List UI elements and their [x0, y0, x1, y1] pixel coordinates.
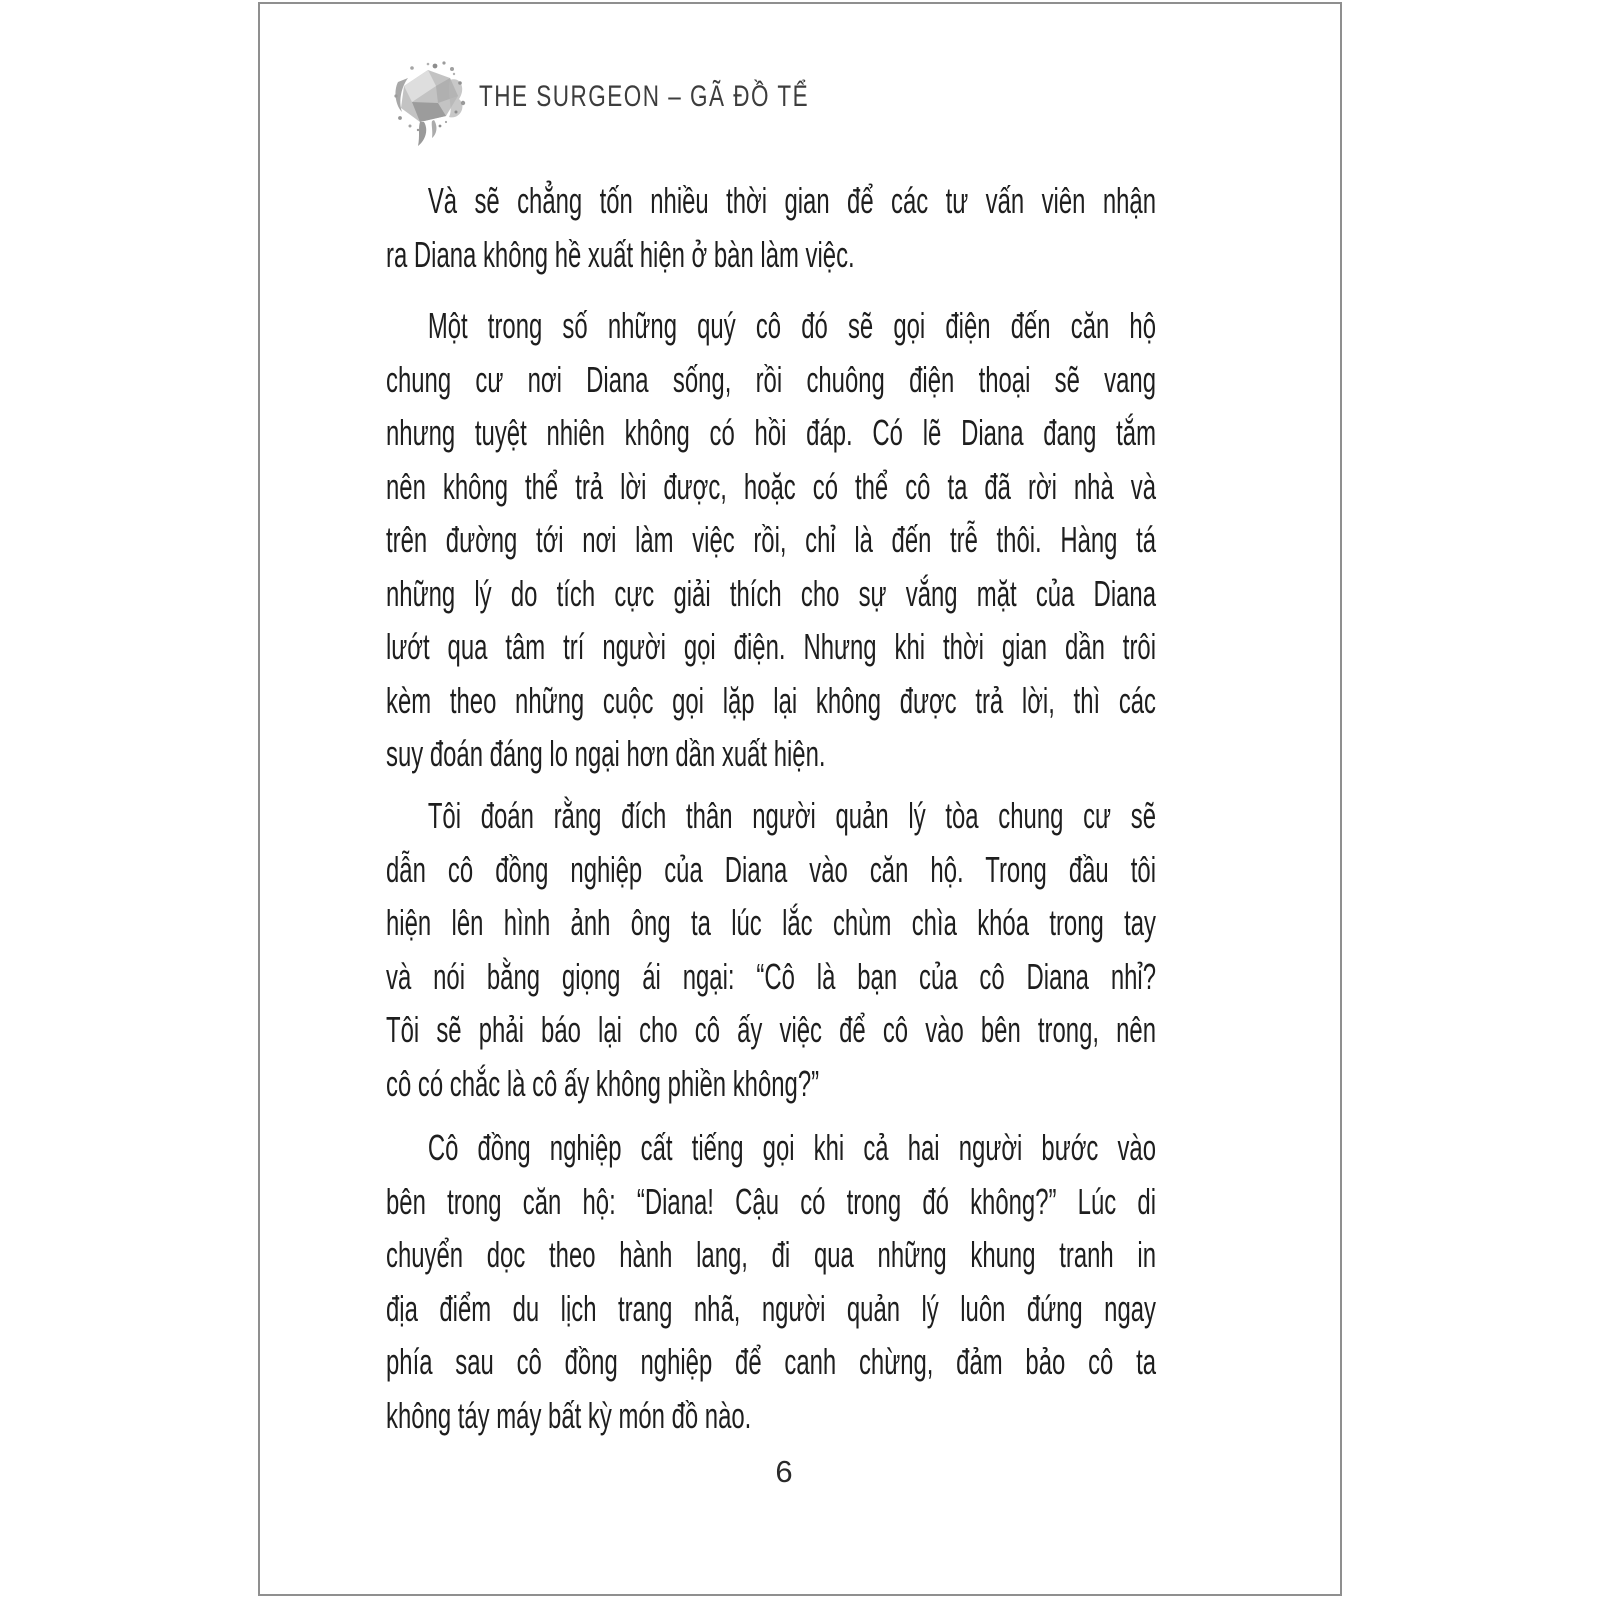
running-head-title: THE SURGEON – GÃ ĐỒ TỂ: [479, 80, 810, 113]
paragraph-4: [386, 1121, 1156, 1442]
text-line: chuyển dọc theo hành lang, đi qua những khung tranh in: [386, 1234, 1157, 1275]
text-line: địa điểm du lịch trang nhã, người quản lý luôn đứng ngay: [386, 1287, 1157, 1329]
text-line: Một trong số những quý cô đó sẽ gọi điện đến căn hộ: [427, 305, 1157, 346]
text-line: bên trong căn hộ: “Diana! Cậu có trong đó không?” Lúc di: [386, 1180, 1157, 1222]
text-line: Và sẽ chẳng tốn nhiều thời gian để các tư vấn viên nhận: [427, 180, 1157, 221]
text-line: suy đoán đáng lo ngại hơn dần xuất hiện.: [386, 733, 826, 774]
text-line: ra Diana không hề xuất hiện ở bàn làm việc.: [386, 233, 855, 275]
text-line: Cô đồng nghiệp cất tiếng gọi khi cả hai người bước vào: [427, 1127, 1157, 1168]
text-line: cô có chắc là cô ấy không phiền không?”: [386, 1062, 820, 1104]
text-line: nhưng tuyệt nhiên không có hồi đáp. Có lẽ Diana đang tắm: [386, 412, 1157, 453]
chapter-ornament-icon: [388, 56, 472, 150]
text-line: và nói bằng giọng ái ngại: “Cô là bạn của cô Diana nhỉ?: [386, 955, 1157, 997]
paragraph-3: [386, 789, 1156, 1110]
text-line: chung cư nơi Diana sống, rồi chuông điện thoại sẽ vang: [386, 358, 1157, 400]
text-line: lướt qua tâm trí người gọi điện. Nhưng khi thời gian dần trôi: [386, 626, 1157, 667]
paragraph-2: [386, 299, 1156, 781]
page-number: 6: [775, 1454, 793, 1489]
text-line: phía sau cô đồng nghiệp để canh chừng, đảm bảo cô ta: [386, 1341, 1157, 1382]
text-line: hiện lên hình ảnh ông ta lúc lắc chùm chìa khóa trong tay: [386, 902, 1157, 943]
text-line: nên không thể trả lời được, hoặc có thể cô ta đã rời nhà và: [386, 465, 1157, 507]
text-line: không táy máy bất kỳ món đồ nào.: [386, 1394, 752, 1436]
text-line: trên đường tới nơi làm việc rồi, chỉ là đến trễ thôi. Hàng tá: [386, 519, 1157, 560]
text-line: dẫn cô đồng nghiệp của Diana vào căn hộ. Trong đầu tôi: [386, 848, 1157, 890]
text-line: Tôi sẽ phải báo lại cho cô ấy việc để cô vào bên trong, nên: [386, 1009, 1157, 1050]
text-line: Tôi đoán rằng đích thân người quản lý tòa chung cư sẽ: [427, 795, 1157, 836]
paragraph-1: [386, 174, 1156, 281]
text-line: kèm theo những cuộc gọi lặp lại không được trả lời, thì các: [386, 679, 1157, 721]
text-line: những lý do tích cực giải thích cho sự vắng mặt của Diana: [386, 572, 1157, 614]
